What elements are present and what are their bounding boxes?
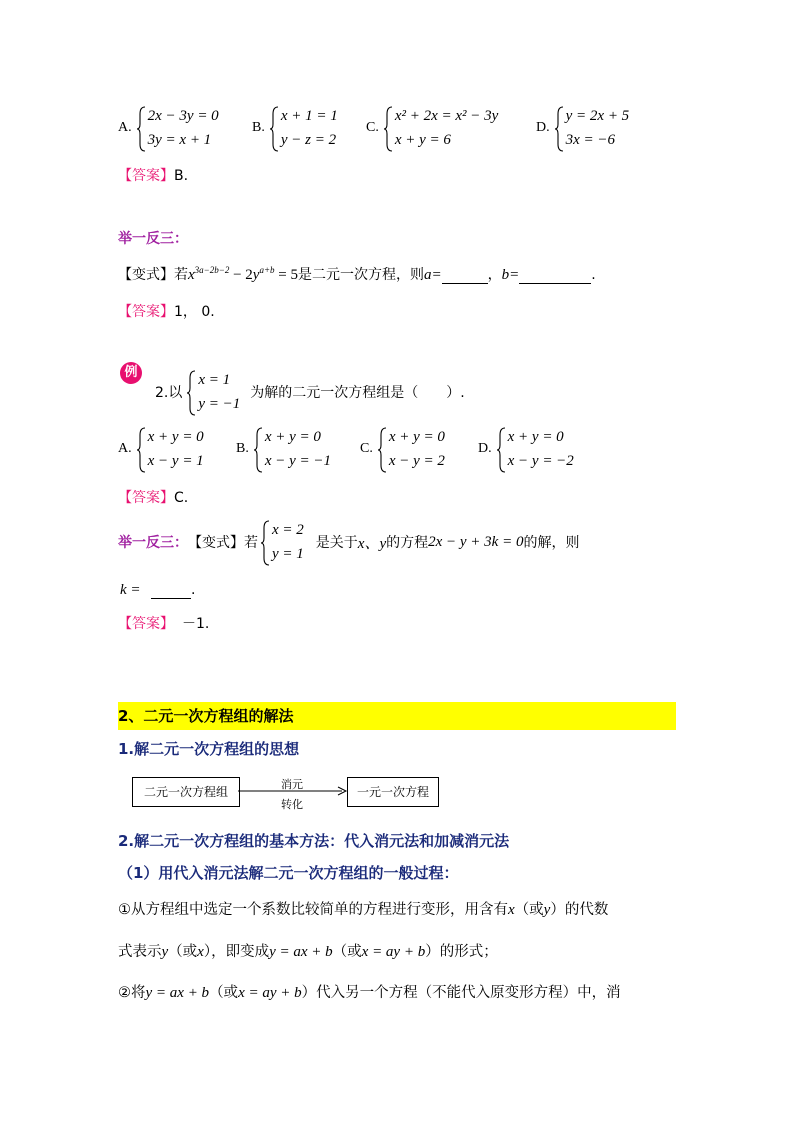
answer-tag: 【答案】: [118, 490, 174, 506]
blank-b[interactable]: [519, 269, 591, 284]
extension-1-answer: [118, 301, 215, 321]
text: ）的形式；: [425, 944, 498, 960]
text: 式表示: [118, 944, 162, 960]
step-1-line-2: [118, 940, 498, 961]
brace-icon: [136, 427, 146, 473]
flow-label-bottom: 转化: [281, 798, 303, 811]
q2-option-a: [118, 425, 204, 473]
equation-row: x + y = 0: [264, 429, 321, 445]
equation-row: x − y = −2: [507, 453, 574, 469]
section-banner: 2、二元一次方程组的解法: [118, 702, 676, 730]
extension-2-question: [118, 518, 579, 566]
equation: x = ay + b: [238, 985, 302, 1001]
q2-question: [155, 368, 465, 416]
option-label: C.: [366, 120, 379, 135]
eq-base: y: [252, 267, 260, 283]
equation-row: y = 2x + 5: [565, 108, 630, 124]
equation-row: y = −1: [198, 396, 241, 412]
var-y: y: [161, 944, 169, 960]
option-label: D.: [478, 441, 492, 456]
variant-tag: 【变式】: [118, 267, 174, 283]
flow-box-to: 一元一次方程: [347, 777, 439, 807]
subsection-title: 1.解二元一次方程组的思想: [118, 740, 300, 758]
flow-box-from: 二元一次方程组: [132, 777, 240, 807]
step-1-line-1: [118, 898, 608, 919]
var-y: y: [543, 902, 551, 918]
equation-row: x = 1: [198, 372, 231, 388]
condition-system: [186, 368, 240, 416]
subsection-title: 2.解二元一次方程组的基本方法：代入消元法和加减消元法: [118, 832, 510, 850]
text: ）的代数: [550, 902, 609, 918]
answer-tag: 【答案】: [118, 616, 174, 632]
brace-icon: [383, 106, 393, 152]
option-label: B.: [236, 441, 249, 456]
period: .: [591, 267, 596, 283]
brace-icon: [269, 106, 279, 152]
answer-value: －1.: [182, 616, 210, 632]
equation-system: [136, 425, 204, 473]
q2-answer: [118, 487, 188, 507]
answer-value: 1， 0.: [174, 304, 215, 320]
equation-system: [136, 104, 219, 152]
option-label: B.: [252, 120, 265, 135]
equation-row: x = 2: [272, 522, 304, 538]
var-x: x: [508, 902, 515, 918]
option-label: D.: [536, 120, 550, 135]
extension-heading: 举一反三：: [118, 535, 188, 551]
q2-option-b: [236, 425, 331, 473]
q2-option-c: [360, 425, 445, 473]
equation-row: 3y = x + 1: [147, 132, 212, 148]
step-2-line-1: [118, 981, 621, 1002]
extension-2-answer: [118, 613, 209, 633]
condition-system: [260, 518, 304, 566]
brace-icon: [253, 427, 263, 473]
equation: y = ax + b: [145, 985, 210, 1001]
flow-label-top: 消元: [281, 778, 303, 791]
q1-option-d: [536, 104, 629, 152]
equation-row: x − y = −1: [264, 453, 332, 469]
q1-answer: [118, 165, 188, 185]
equation: [188, 267, 298, 283]
q1-option-b: [252, 104, 338, 152]
blank-a[interactable]: [442, 269, 488, 284]
equation: 2x − y + 3k = 0: [428, 533, 524, 550]
k-label: k =: [120, 582, 141, 598]
statement-part-3: 的解，则: [523, 535, 580, 551]
equation-row: x + 1 = 1: [280, 108, 338, 124]
equation-row: y − z = 2: [280, 132, 337, 148]
extension-1-question: [118, 264, 596, 284]
eq-tail: = 5: [274, 267, 299, 283]
variant-tag: 【变式】: [188, 535, 244, 551]
equation-system: [253, 425, 331, 473]
question-number: 2.以: [155, 385, 183, 401]
text: ），即变成: [203, 944, 270, 960]
brace-icon: [186, 370, 196, 416]
statement: 为解的二元一次方程组是（ ）.: [250, 385, 465, 401]
brace-icon: [554, 106, 564, 152]
equation-system: [496, 425, 574, 473]
option-label: A.: [118, 120, 132, 135]
arrow-right-icon: [238, 786, 348, 796]
equation: x = ay + b: [361, 944, 426, 960]
equation: y = ax + b: [269, 944, 333, 960]
option-label: C.: [360, 441, 373, 456]
text: （或: [514, 902, 544, 918]
var-x: x: [197, 944, 204, 960]
period: .: [190, 582, 196, 598]
equation-row: x + y = 0: [388, 429, 445, 445]
comma: ，: [487, 267, 502, 283]
equation-row: x − y = 2: [388, 453, 445, 469]
statement: 是二元一次方程，则: [298, 267, 425, 283]
brace-icon: [260, 520, 270, 566]
answer-value: B.: [174, 168, 189, 184]
equation-row: y = 1: [272, 546, 304, 562]
brace-icon: [496, 427, 506, 473]
q1-option-a: [118, 104, 219, 152]
equation-row: 3x = −6: [565, 132, 616, 148]
extension-heading: 举一反三：: [118, 231, 188, 247]
answer-tag: 【答案】: [118, 304, 174, 320]
answer-value: C.: [174, 490, 189, 506]
text: ②将: [118, 985, 146, 1001]
equation-system: [269, 104, 338, 152]
variables: x、y: [357, 535, 387, 552]
var-a-label: a=: [424, 267, 442, 283]
extension-2-blank-line: [120, 582, 195, 599]
var-b-label: b=: [501, 267, 520, 283]
q2-option-d: [478, 425, 574, 473]
blank-k[interactable]: [151, 586, 191, 599]
equation-row: x + y = 6: [394, 132, 451, 148]
statement-part-1: 是关于: [315, 535, 358, 551]
equation-row: x² + 2x = x² − 3y: [394, 108, 499, 124]
eq-exponent: a+b: [259, 265, 275, 275]
text: （或: [209, 985, 239, 1001]
statement-part-2: 的方程: [386, 535, 429, 551]
eq-middle: − 2: [229, 267, 253, 283]
text: （或: [332, 944, 362, 960]
answer-tag: 【答案】: [118, 168, 174, 184]
q1-option-c: [366, 104, 498, 152]
example-badge-icon: 例: [120, 362, 142, 384]
text: （或: [168, 944, 198, 960]
lead-word: 若: [174, 267, 188, 283]
lead-word: 若: [244, 535, 258, 551]
option-label: A.: [118, 441, 132, 456]
subsection-title: （1）用代入消元法解二元一次方程组的一般过程：: [118, 864, 459, 882]
equation-row: x + y = 0: [147, 429, 204, 445]
brace-icon: [136, 106, 146, 152]
eq-exponent: 3a−2b−2: [194, 265, 230, 275]
brace-icon: [377, 427, 387, 473]
eq-base: x: [188, 267, 195, 283]
equation-system: [554, 104, 630, 152]
equation-row: x + y = 0: [507, 429, 564, 445]
equation-system: [383, 104, 499, 152]
text: ）代入另一个方程（不能代入原变形方程）中，消: [301, 985, 621, 1001]
equation-row: x − y = 1: [147, 453, 204, 469]
equation-row: 2x − 3y = 0: [147, 108, 219, 124]
equation-system: [377, 425, 445, 473]
text: ①从方程组中选定一个系数比较简单的方程进行变形，用含有: [118, 902, 508, 918]
